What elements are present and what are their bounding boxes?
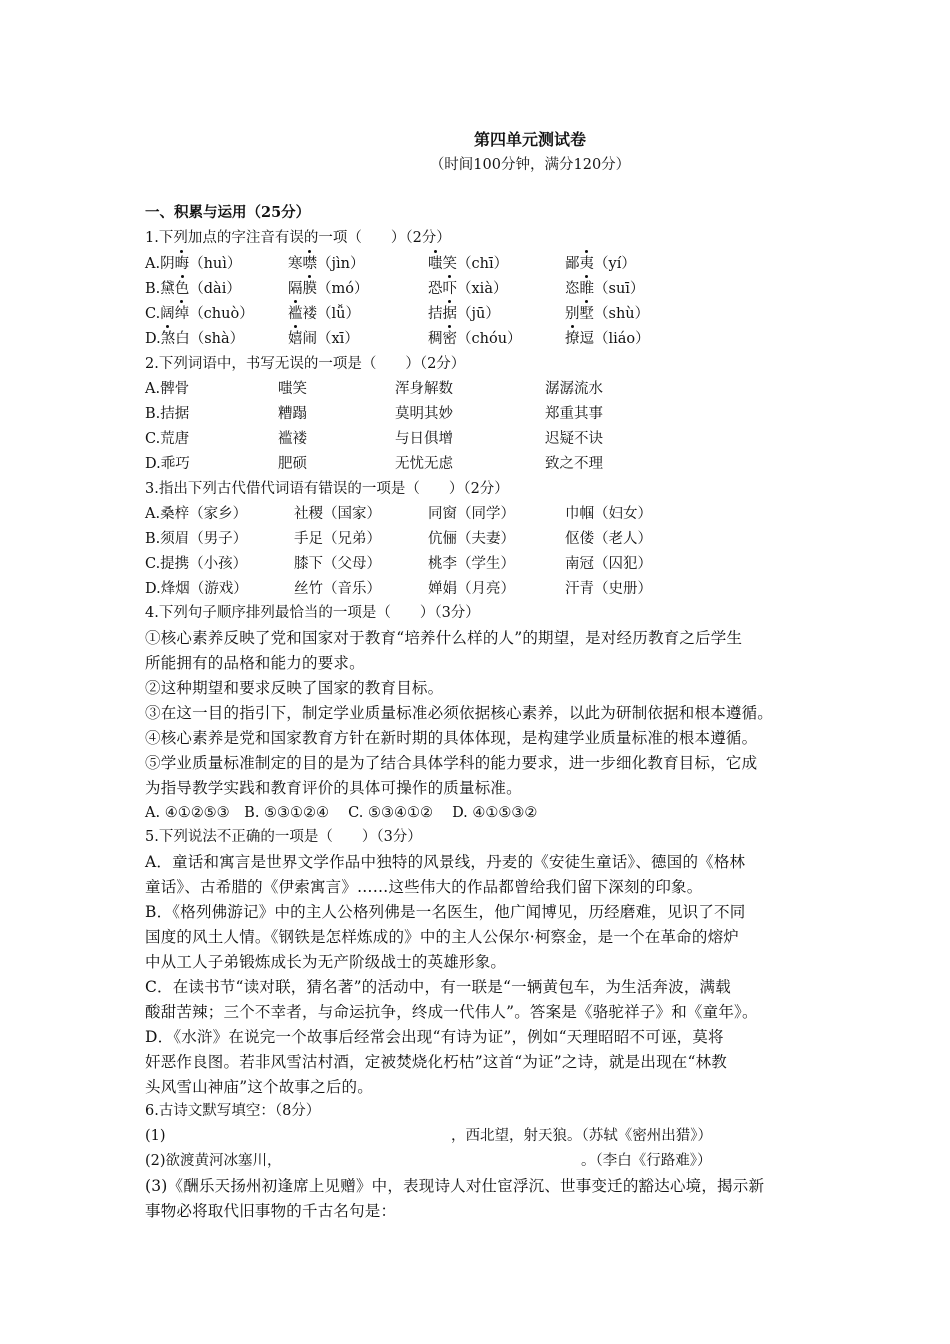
q1-b-pinyin: （dài） [189, 281, 241, 297]
q2-c-1: C.荒唐 [145, 431, 190, 447]
q1-d4-rest: 逗（liáo） [579, 331, 650, 347]
q1-b2-dotted: 膜 [302, 281, 317, 297]
q1-a-dotted: 晦 [174, 256, 190, 272]
q2-d-2: 肥硕 [278, 456, 307, 472]
q1-a4-pre: 鄙 [565, 256, 580, 272]
q3-b-3: 伉俪（夫妻） [428, 531, 515, 547]
q2-b-3: 莫明其妙 [395, 406, 453, 422]
q1-a4-pinyin: （yí） [594, 256, 636, 272]
q5-line: C．在读书节“读对联，猜名著”的活动中，有一联是“一辆黄包车，为生活奔波，满载 [145, 978, 731, 996]
q1-d2-rest: 闹（xī） [302, 331, 359, 347]
q1-stem: 1.下列加点的字注音有误的一项（ ）（2分） [145, 230, 451, 246]
q4-line: ①核心素养反映了党和国家对于教育“培养什么样的人”的期望，是对经历教育之后学生 [145, 629, 743, 647]
q1-b4-dotted: 睢 [579, 281, 594, 297]
q5-line: 酸甜苦辣；三个不幸者，与命运抗争，终成一代伟人”。答案是《骆驼祥子》和《童年》。 [145, 1003, 758, 1021]
q2-c-2: 褴褛 [278, 431, 307, 447]
q5-line: B．《格列佛游记》中的主人公格列佛是一名医生，他广闻博见，历经磨难，见识了不同 [145, 903, 746, 921]
q2-c-4: 迟疑不诀 [545, 431, 603, 447]
q3-row-a [145, 504, 705, 524]
q4-line: ⑤学业质量标准制定的目的是为了结合具体学科的能力要求，进一步细化教育目标，它成 [145, 754, 758, 772]
q3-row-d [145, 579, 705, 599]
q3-b-4: 伛偻（老人） [565, 531, 652, 547]
q3-row-c [145, 554, 705, 574]
q6-item-2 [145, 1151, 785, 1171]
q1-c3-pinyin: （jū） [457, 306, 500, 322]
q2-a-2: 嗤笑 [278, 381, 307, 397]
q3-d-1: D.烽烟（游戏） [145, 581, 248, 597]
q1-b2-pre: 隔 [288, 281, 303, 297]
q5-line: D．《水浒》在说完一个故事后经常会出现“有诗为证”，例如“天理昭昭不可诬，莫将 [145, 1028, 724, 1046]
page-title: 第四单元测试卷 [473, 130, 586, 149]
section-heading: 一、积累与运用（25分） [145, 204, 311, 221]
q6-item-1 [145, 1126, 785, 1146]
q6-item2-source: 。（李白《行路难》） [581, 1153, 712, 1169]
q2-b-2: 糟蹋 [278, 406, 307, 422]
q1-b-pre: B.黛 [145, 281, 175, 297]
q3-a-3: 同窗（同学） [428, 506, 515, 522]
q1-b2-pinyin: （mó） [317, 281, 369, 297]
q4-stem: 4.下列句子顺序排列最恰当的一项是（ ）（3分） [145, 605, 480, 621]
q1-row-c [145, 304, 705, 324]
q1-a2-pre: 寒 [288, 256, 303, 272]
q1-d-pre: D. [145, 331, 161, 347]
q1-d-dotted: 煞 [160, 331, 176, 347]
q6-item1-number: (1) [145, 1128, 166, 1144]
q2-stem: 2.下列词语中，书写无误的一项是（ ）（2分） [145, 356, 466, 372]
q3-b-1: B.须眉（男子） [145, 531, 248, 547]
q2-d-3: 无忧无虑 [395, 456, 453, 472]
q1-c-dotted: 绰 [174, 306, 190, 322]
q5-line: 头风雪山神庙”这个故事之后的。 [145, 1078, 373, 1096]
q3-d-4: 汗青（史册） [565, 581, 652, 597]
q1-row-a [145, 254, 705, 274]
q3-d-2: 丝竹（音乐） [294, 581, 381, 597]
q5-stem: 5.下列说法不正确的一项是（ ）（3分） [145, 829, 422, 845]
q3-d-3: 婵娟（月亮） [428, 581, 515, 597]
q5-line: 国度的风土人情。《钢铁是怎样炼成的》中的主人公保尔·柯察金，是一个在革命的熔炉 [145, 928, 739, 946]
q1-b3-pinyin: （xià） [457, 281, 508, 297]
q1-row-d [145, 329, 705, 349]
q3-row-b [145, 529, 705, 549]
page-subtitle: （时间100分钟，满分120分） [429, 157, 631, 173]
q1-b4-pinyin: （suī） [594, 281, 645, 297]
q2-row-b [145, 404, 705, 424]
q6-item2-text: (2)欲渡黄河冰塞川， [145, 1153, 282, 1169]
q3-a-2: 社稷（国家） [294, 506, 381, 522]
q3-c-1: C.提携（小孩） [145, 556, 248, 572]
q1-a-pre: A.阴 [145, 256, 175, 272]
q5-line: A．童话和寓言是世界文学作品中独特的风景线，丹麦的《安徒生童话》、德国的《格林 [145, 853, 746, 871]
q6-stem: 6.古诗文默写填空：（8分） [145, 1103, 321, 1119]
q1-b3-dotted: 吓 [442, 281, 457, 297]
q2-d-4: 致之不理 [545, 456, 603, 472]
q1-d4-dotted: 撩 [565, 331, 580, 347]
q4-options: A. ④①②⑤③ B. ⑤③①②④ C. ⑤③④①② D. ④①⑤③② [145, 805, 538, 821]
q1-d-rest: 白（shà） [175, 331, 245, 347]
q5-line: 奸恶作良图。若非风雪沽村酒，定被焚烧化朽枯”这首“为证”之诗，就是出现在“林教 [145, 1053, 727, 1071]
q1-d3-pre: 稠 [428, 331, 443, 347]
q1-c2-rest: 褛（lǚ） [302, 306, 360, 322]
q2-row-d [145, 454, 705, 474]
q1-row-b [145, 279, 705, 299]
q4-line: ③在这一目的指引下，制定学业质量标准必须依据核心素养，以此为研制依据和根本遵循。 [145, 704, 774, 722]
q2-row-c [145, 429, 705, 449]
q3-c-4: 南冠（囚犯） [565, 556, 652, 572]
q4-line: 为指导教学实践和教育评价的具体可操作的质量标准。 [145, 779, 522, 797]
q4-line: 所能拥有的品格和能力的要求。 [145, 654, 365, 672]
q1-a3-rest: 笑（chī） [442, 256, 509, 272]
q1-a-pinyin: （huì） [189, 256, 242, 272]
q2-c-3: 与日俱增 [395, 431, 453, 447]
q1-b-dotted: 色 [174, 281, 190, 297]
q2-a-1: A.髀骨 [145, 381, 190, 397]
q1-b4-pre: 恣 [565, 281, 580, 297]
q2-b-1: B.拮据 [145, 406, 190, 422]
q1-a2-dotted: 噤 [302, 256, 317, 272]
q6-item1-text: ，西北望，射天狼。（苏轼《密州出猎》） [451, 1128, 712, 1144]
q3-b-2: 手足（兄弟） [294, 531, 381, 547]
q1-c2-dotted: 褴 [288, 306, 303, 322]
q6-item-3: (3)《酬乐天扬州初逢席上见赠》中，表现诗人对仕宦浮沉、世事变迁的豁达心境，揭示新 [145, 1177, 765, 1195]
q2-d-1: D.乖巧 [145, 456, 190, 472]
q2-row-a [145, 379, 705, 399]
q2-b-4: 郑重其事 [545, 406, 603, 422]
q1-c3-pre: 拮 [428, 306, 443, 322]
q5-line: 童话》、古希腊的《伊索寓言》……这些伟大的作品都曾给我们留下深刻的印象。 [145, 878, 703, 896]
q3-c-3: 桃李（学生） [428, 556, 515, 572]
q1-c-pinyin: （chuò） [189, 306, 254, 322]
q1-a3-dotted: 嗤 [428, 256, 443, 272]
q1-c4-pre: 别 [565, 306, 580, 322]
q1-d2-dotted: 嬉 [288, 331, 303, 347]
q1-b3-pre: 恐 [428, 281, 443, 297]
q3-a-1: A.桑梓（家乡） [145, 506, 248, 522]
q1-a2-pinyin: （jìn） [317, 256, 365, 272]
q1-a4-dotted: 夷 [579, 256, 594, 272]
q3-stem: 3.指出下列古代借代词语有错误的一项是（ ）（2分） [145, 481, 509, 497]
q2-a-4: 潺潺流水 [545, 381, 603, 397]
q6-item-3: 事物必将取代旧事物的千古名句是： [145, 1202, 397, 1220]
q5-line: 中从工人子弟锻炼成长为无产阶级战士的英雄形象。 [145, 953, 507, 971]
q4-line: ④核心素养是党和国家教育方针在新时期的具体体现，是构建学业质量标准的根本遵循。 [145, 729, 758, 747]
q1-c3-dotted: 据 [442, 306, 457, 322]
q2-a-3: 浑身解数 [395, 381, 453, 397]
q1-c4-pinyin: （shù） [594, 306, 650, 322]
q1-c4-dotted: 墅 [579, 306, 594, 322]
q4-line: ②这种期望和要求反映了国家的教育目标。 [145, 679, 444, 697]
q3-c-2: 膝下（父母） [294, 556, 381, 572]
q1-d3-dotted: 密 [442, 331, 457, 347]
q1-d3-pinyin: （chóu） [457, 331, 522, 347]
q3-a-4: 巾帼（妇女） [565, 506, 652, 522]
q1-c-pre: C.阔 [145, 306, 175, 322]
